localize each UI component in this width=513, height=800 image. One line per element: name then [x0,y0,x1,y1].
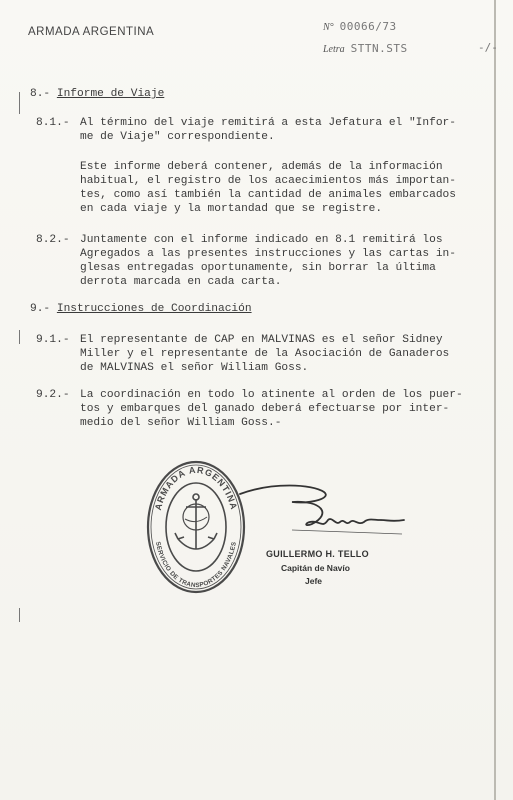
paragraph-line: Este informe deberá contener, además de la información [80,161,443,173]
paragraph-line: Miller y el representante de la Asociación de Ganaderos [80,348,450,360]
paragraph-line: medio del señor William Goss.- [80,417,282,429]
margin-mark [19,330,20,344]
paragraph-line: Juntamente con el informe indicado en 8.1 remitirá los [80,234,443,246]
signer-role: Jefe [305,576,323,586]
paragraph-line: Al término del viaje remitirá a esta Jefatura el "Infor- [80,117,456,129]
section-title: Informe de Viaje [56,88,165,100]
section-9-heading [30,302,252,316]
seal-text-bottom: SERVICIO DE TRANSPORTES NAVALES [154,541,238,590]
paragraph-line: habitual, el registro de los acaecimientos más importan- [80,175,456,187]
number-label: N° [323,22,334,33]
margin-mark [19,608,20,622]
paragraph-line: tos y embarques del ganado deberá efectuarse por inter- [80,403,450,415]
paragraph-line: derrota marcada en cada carta. [80,276,282,288]
reference-block [323,20,408,64]
item-number: 9.1.- [36,334,70,346]
paragraph-line: de MALVINAS el señor William Goss. [80,362,309,374]
seal-text-top: ARMADA ARGENTINA [152,464,240,512]
paragraph-line: El representante de CAP en MALVINAS es el señor Sidney [80,334,443,346]
signer-name: GUILLERMO H. TELLO [266,549,369,559]
anchor-emblem-icon [175,494,217,549]
signer-rank: Capitán de Navío [281,563,350,573]
handwritten-signature [232,480,412,540]
paragraph-line: glesas entregadas oportunamente, sin borrar la última [80,262,436,274]
section-8-heading [30,87,164,101]
letterhead-organization: ARMADA ARGENTINA [28,26,155,38]
section-title: Instrucciones de Coordinación [56,303,252,315]
paragraph-line: me de Viaje" correspondiente. [80,131,275,143]
item-number: 8.2.- [36,234,70,246]
paragraph-line: tes, como así también la cantidad de animales embarcados [80,189,456,201]
letter-value: STTN.STS [350,42,408,55]
letter-label: Letra [323,44,345,55]
paragraph-line: La coordinación en todo lo atinente al orden de los puer- [80,389,463,401]
margin-mark [19,92,20,114]
item-number: 9.2.- [36,389,70,401]
page-continuation-mark: -/- [478,41,498,54]
paragraph-line: Agregados a las presentes instrucciones y las cartas in- [80,248,456,260]
section-number: 9.- [30,303,51,315]
paragraph-line: en cada viaje y la mortandad que se registre. [80,203,383,215]
item-number: 8.1.- [36,117,70,129]
page-edge [494,0,496,800]
section-number: 8.- [30,88,51,100]
number-value: 00066/73 [339,20,397,33]
